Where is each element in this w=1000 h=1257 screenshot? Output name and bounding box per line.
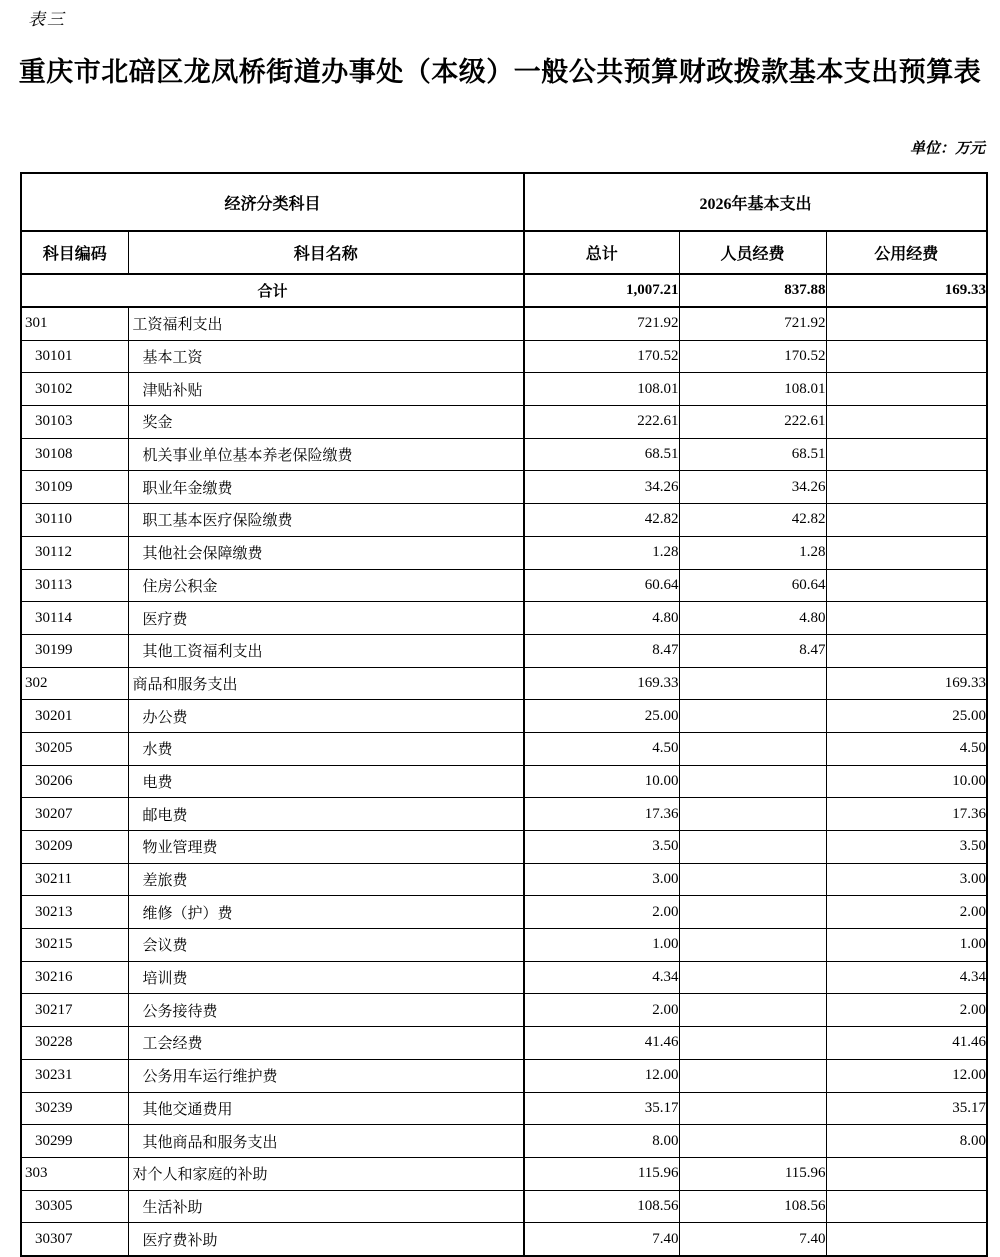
table-row <box>21 798 987 831</box>
cell-public-funds <box>826 1157 987 1190</box>
grand-total-row <box>21 274 987 307</box>
cell-subject-name: 会议费 <box>128 929 524 962</box>
cell-subject-name: 其他工资福利支出 <box>128 634 524 667</box>
table-row <box>21 406 987 439</box>
cell-subject-code: 30211 <box>21 863 128 896</box>
table-label: 表三 <box>28 10 66 29</box>
cell-subject-name: 奖金 <box>128 406 524 439</box>
cell-subject-code: 30215 <box>21 929 128 962</box>
header-group-row <box>21 173 987 231</box>
table-row <box>21 307 987 340</box>
table-row <box>21 765 987 798</box>
cell-total: 115.96 <box>524 1157 679 1190</box>
col-header-total: 总计 <box>524 231 679 274</box>
cell-personnel-funds: 222.61 <box>679 406 826 439</box>
header-columns-row <box>21 231 987 274</box>
table-row <box>21 1059 987 1092</box>
table-row <box>21 1190 987 1223</box>
cell-public-funds: 169.33 <box>826 667 987 700</box>
cell-total: 1.00 <box>524 929 679 962</box>
table-row <box>21 929 987 962</box>
cell-personnel-funds <box>679 667 826 700</box>
cell-public-funds: 10.00 <box>826 765 987 798</box>
cell-public-funds <box>826 1223 987 1256</box>
cell-subject-name: 差旅费 <box>128 863 524 896</box>
cell-subject-name: 公务接待费 <box>128 994 524 1027</box>
cell-total: 34.26 <box>524 471 679 504</box>
col-header-personnel-funds: 人员经费 <box>679 231 826 274</box>
cell-subject-name: 商品和服务支出 <box>128 667 524 700</box>
cell-subject-code: 30239 <box>21 1092 128 1125</box>
table-row <box>21 863 987 896</box>
cell-subject-code: 30201 <box>21 700 128 733</box>
cell-total: 25.00 <box>524 700 679 733</box>
cell-total: 42.82 <box>524 504 679 537</box>
table-row <box>21 667 987 700</box>
cell-total: 8.00 <box>524 1125 679 1158</box>
cell-personnel-funds <box>679 929 826 962</box>
cell-subject-name: 职业年金缴费 <box>128 471 524 504</box>
table-row <box>21 438 987 471</box>
cell-subject-name: 生活补助 <box>128 1190 524 1223</box>
cell-subject-code: 30101 <box>21 340 128 373</box>
cell-subject-name: 其他社会保障缴费 <box>128 536 524 569</box>
cell-personnel-funds: 4.80 <box>679 602 826 635</box>
cell-subject-code: 302 <box>21 667 128 700</box>
cell-subject-name: 工资福利支出 <box>128 307 524 340</box>
cell-total: 4.50 <box>524 732 679 765</box>
table-row <box>21 569 987 602</box>
cell-personnel-funds <box>679 700 826 733</box>
cell-personnel-funds: 108.01 <box>679 373 826 406</box>
cell-public-funds: 1.00 <box>826 929 987 962</box>
cell-personnel-funds <box>679 732 826 765</box>
cell-personnel-funds <box>679 961 826 994</box>
cell-total: 4.34 <box>524 961 679 994</box>
cell-personnel-funds <box>679 1027 826 1060</box>
table-row <box>21 732 987 765</box>
cell-subject-name: 公务用车运行维护费 <box>128 1059 524 1092</box>
cell-public-funds <box>826 340 987 373</box>
cell-total: 222.61 <box>524 406 679 439</box>
cell-public-funds: 3.50 <box>826 831 987 864</box>
cell-subject-name: 机关事业单位基本养老保险缴费 <box>128 438 524 471</box>
cell-personnel-funds <box>679 798 826 831</box>
cell-public-funds: 35.17 <box>826 1092 987 1125</box>
cell-total: 3.50 <box>524 831 679 864</box>
cell-subject-name: 物业管理费 <box>128 831 524 864</box>
cell-subject-code: 30209 <box>21 831 128 864</box>
table-row <box>21 340 987 373</box>
cell-personnel-funds: 170.52 <box>679 340 826 373</box>
table-row <box>21 1223 987 1256</box>
cell-subject-name: 其他交通费用 <box>128 1092 524 1125</box>
cell-subject-name: 医疗费补助 <box>128 1223 524 1256</box>
table-row <box>21 831 987 864</box>
cell-public-funds: 8.00 <box>826 1125 987 1158</box>
cell-total: 108.56 <box>524 1190 679 1223</box>
cell-subject-code: 303 <box>21 1157 128 1190</box>
cell-subject-code: 30231 <box>21 1059 128 1092</box>
cell-public-funds: 2.00 <box>826 896 987 929</box>
col-header-public-funds: 公用经费 <box>826 231 987 274</box>
cell-public-funds <box>826 373 987 406</box>
cell-subject-name: 水费 <box>128 732 524 765</box>
cell-subject-name: 工会经费 <box>128 1027 524 1060</box>
cell-personnel-funds <box>679 1125 826 1158</box>
cell-subject-code: 30108 <box>21 438 128 471</box>
cell-subject-code: 30307 <box>21 1223 128 1256</box>
cell-total: 721.92 <box>524 307 679 340</box>
cell-total: 17.36 <box>524 798 679 831</box>
table-row <box>21 471 987 504</box>
cell-total: 169.33 <box>524 667 679 700</box>
cell-total: 170.52 <box>524 340 679 373</box>
cell-subject-name: 其他商品和服务支出 <box>128 1125 524 1158</box>
table-row <box>21 504 987 537</box>
cell-personnel-funds: 7.40 <box>679 1223 826 1256</box>
grand-total-label: 合计 <box>21 274 524 307</box>
cell-total: 10.00 <box>524 765 679 798</box>
cell-subject-code: 30113 <box>21 569 128 602</box>
table-row <box>21 961 987 994</box>
cell-subject-name: 邮电费 <box>128 798 524 831</box>
cell-total: 7.40 <box>524 1223 679 1256</box>
cell-subject-name: 维修（护）费 <box>128 896 524 929</box>
cell-total: 1.28 <box>524 536 679 569</box>
cell-total: 68.51 <box>524 438 679 471</box>
cell-public-funds <box>826 569 987 602</box>
table-row <box>21 1027 987 1060</box>
table-row <box>21 602 987 635</box>
cell-public-funds: 25.00 <box>826 700 987 733</box>
cell-subject-code: 30114 <box>21 602 128 635</box>
cell-subject-code: 30213 <box>21 896 128 929</box>
cell-personnel-funds: 721.92 <box>679 307 826 340</box>
cell-subject-name: 津贴补贴 <box>128 373 524 406</box>
cell-personnel-funds <box>679 863 826 896</box>
col-header-subject-code: 科目编码 <box>21 231 128 274</box>
cell-subject-name: 办公费 <box>128 700 524 733</box>
cell-subject-name: 基本工资 <box>128 340 524 373</box>
cell-personnel-funds: 60.64 <box>679 569 826 602</box>
cell-subject-code: 30228 <box>21 1027 128 1060</box>
cell-personnel-funds: 1.28 <box>679 536 826 569</box>
cell-personnel-funds <box>679 1059 826 1092</box>
cell-total: 12.00 <box>524 1059 679 1092</box>
cell-public-funds <box>826 471 987 504</box>
cell-total: 4.80 <box>524 602 679 635</box>
cell-subject-code: 30216 <box>21 961 128 994</box>
cell-personnel-funds: 68.51 <box>679 438 826 471</box>
cell-personnel-funds: 34.26 <box>679 471 826 504</box>
cell-subject-name: 住房公积金 <box>128 569 524 602</box>
cell-subject-code: 30110 <box>21 504 128 537</box>
cell-subject-code: 30205 <box>21 732 128 765</box>
cell-subject-code: 30207 <box>21 798 128 831</box>
header-economic-classification: 经济分类科目 <box>21 173 524 231</box>
cell-personnel-funds: 42.82 <box>679 504 826 537</box>
cell-public-funds: 2.00 <box>826 994 987 1027</box>
table-row <box>21 994 987 1027</box>
cell-subject-name: 对个人和家庭的补助 <box>128 1157 524 1190</box>
table-row <box>21 373 987 406</box>
cell-total: 3.00 <box>524 863 679 896</box>
cell-subject-name: 职工基本医疗保险缴费 <box>128 504 524 537</box>
page-title: 重庆市北碚区龙凤桥街道办事处（本级）一般公共预算财政拨款基本支出预算表 <box>18 57 982 87</box>
cell-personnel-funds: 108.56 <box>679 1190 826 1223</box>
cell-personnel-funds <box>679 765 826 798</box>
cell-total: 8.47 <box>524 634 679 667</box>
cell-subject-code: 30299 <box>21 1125 128 1158</box>
cell-public-funds: 4.34 <box>826 961 987 994</box>
table-row <box>21 896 987 929</box>
cell-total: 60.64 <box>524 569 679 602</box>
cell-total: 108.01 <box>524 373 679 406</box>
cell-subject-name: 医疗费 <box>128 602 524 635</box>
cell-subject-code: 30103 <box>21 406 128 439</box>
table-row <box>21 536 987 569</box>
grand-total-personnel: 837.88 <box>679 274 826 307</box>
cell-public-funds <box>826 438 987 471</box>
cell-personnel-funds <box>679 994 826 1027</box>
cell-total: 2.00 <box>524 896 679 929</box>
cell-public-funds <box>826 406 987 439</box>
cell-total: 41.46 <box>524 1027 679 1060</box>
cell-subject-code: 301 <box>21 307 128 340</box>
cell-public-funds <box>826 504 987 537</box>
table-row <box>21 1092 987 1125</box>
cell-subject-code: 30112 <box>21 536 128 569</box>
cell-personnel-funds: 8.47 <box>679 634 826 667</box>
cell-subject-code: 30206 <box>21 765 128 798</box>
col-header-subject-name: 科目名称 <box>128 231 524 274</box>
cell-public-funds: 41.46 <box>826 1027 987 1060</box>
cell-subject-code: 30199 <box>21 634 128 667</box>
budget-table <box>20 172 988 1257</box>
cell-total: 35.17 <box>524 1092 679 1125</box>
cell-public-funds: 4.50 <box>826 732 987 765</box>
cell-personnel-funds <box>679 1092 826 1125</box>
cell-public-funds <box>826 602 987 635</box>
cell-public-funds <box>826 1190 987 1223</box>
budget-table-body <box>21 274 987 1256</box>
table-row <box>21 634 987 667</box>
cell-subject-code: 30109 <box>21 471 128 504</box>
cell-personnel-funds <box>679 831 826 864</box>
table-row <box>21 1125 987 1158</box>
cell-public-funds <box>826 536 987 569</box>
cell-personnel-funds <box>679 896 826 929</box>
table-row <box>21 700 987 733</box>
cell-subject-code: 30305 <box>21 1190 128 1223</box>
unit-note: 单位：万元 <box>909 141 985 157</box>
cell-subject-code: 30217 <box>21 994 128 1027</box>
cell-subject-code: 30102 <box>21 373 128 406</box>
grand-total-public: 169.33 <box>826 274 987 307</box>
cell-public-funds: 3.00 <box>826 863 987 896</box>
table-row <box>21 1157 987 1190</box>
cell-public-funds: 12.00 <box>826 1059 987 1092</box>
header-2026-basic-expenditure: 2026年基本支出 <box>524 173 987 231</box>
cell-total: 2.00 <box>524 994 679 1027</box>
cell-personnel-funds: 115.96 <box>679 1157 826 1190</box>
cell-public-funds <box>826 307 987 340</box>
cell-subject-name: 电费 <box>128 765 524 798</box>
grand-total-total: 1,007.21 <box>524 274 679 307</box>
cell-public-funds: 17.36 <box>826 798 987 831</box>
cell-public-funds <box>826 634 987 667</box>
cell-subject-name: 培训费 <box>128 961 524 994</box>
